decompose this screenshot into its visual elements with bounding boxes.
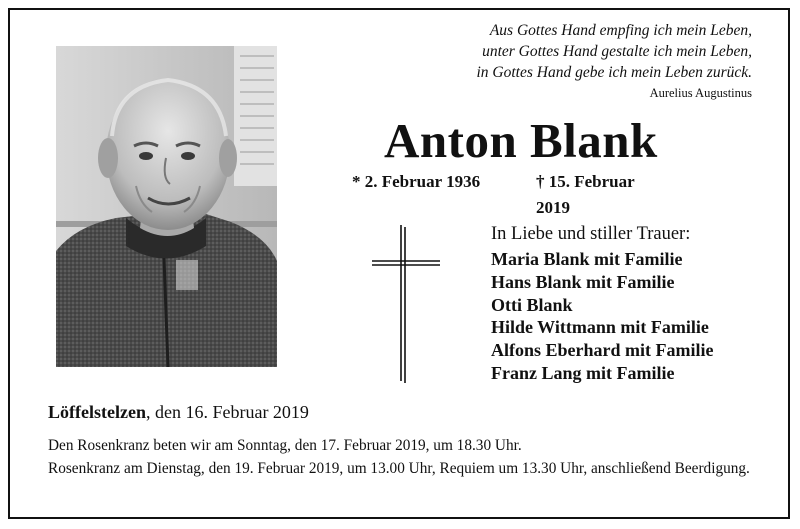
portrait-photo <box>56 46 277 367</box>
service-notice <box>48 434 750 481</box>
portrait-illustration <box>56 46 277 367</box>
mourners-list <box>491 222 781 385</box>
mourner-name: Hans Blank mit Familie <box>491 271 675 292</box>
mourner-name: Franz Lang mit Familie <box>491 362 675 383</box>
notice-date: , den 16. Februar 2019 <box>145 402 309 422</box>
poem-line: Aus Gottes Hand empfing ich mein Leben, <box>489 22 752 39</box>
birth-date: * 2. Februar 1936 <box>352 172 481 191</box>
life-dates <box>352 169 672 217</box>
mourner-name: Alfons Eberhard mit Familie <box>491 340 714 361</box>
place-name: Löffelstelzen <box>48 402 146 422</box>
notice-line-requiem: Rosenkranz am Dienstag, den 19. Februar 2019, um 13.00 Uhr, Requiem um 13.30 Uhr, anschließend Beerdigung. <box>48 460 750 478</box>
poem <box>392 20 752 102</box>
mourner-name: Otti Blank <box>491 294 573 315</box>
place-and-date <box>48 399 309 425</box>
poem-line: unter Gottes Hand gestalte ich mein Leben, <box>482 43 752 60</box>
mourner-name: Hilde Wittmann mit Familie <box>491 317 709 338</box>
mourners-intro: In Liebe und stiller Trauer: <box>491 224 691 244</box>
poem-line: in Gottes Hand gebe ich mein Leben zurück. <box>476 64 752 81</box>
cross-drawing <box>370 223 442 385</box>
cross-icon <box>370 223 442 390</box>
notice-line-rosary: Den Rosenkranz beten wir am Sonntag, den 17. Februar 2019, um 18.30 Uhr. <box>48 437 522 454</box>
mourner-name: Maria Blank mit Familie <box>491 249 683 269</box>
death-date: † 15. Februar 2019 <box>536 172 635 217</box>
poem-author: Aurelius Augustinus <box>649 86 752 100</box>
deceased-name: Anton Blank <box>384 113 658 168</box>
